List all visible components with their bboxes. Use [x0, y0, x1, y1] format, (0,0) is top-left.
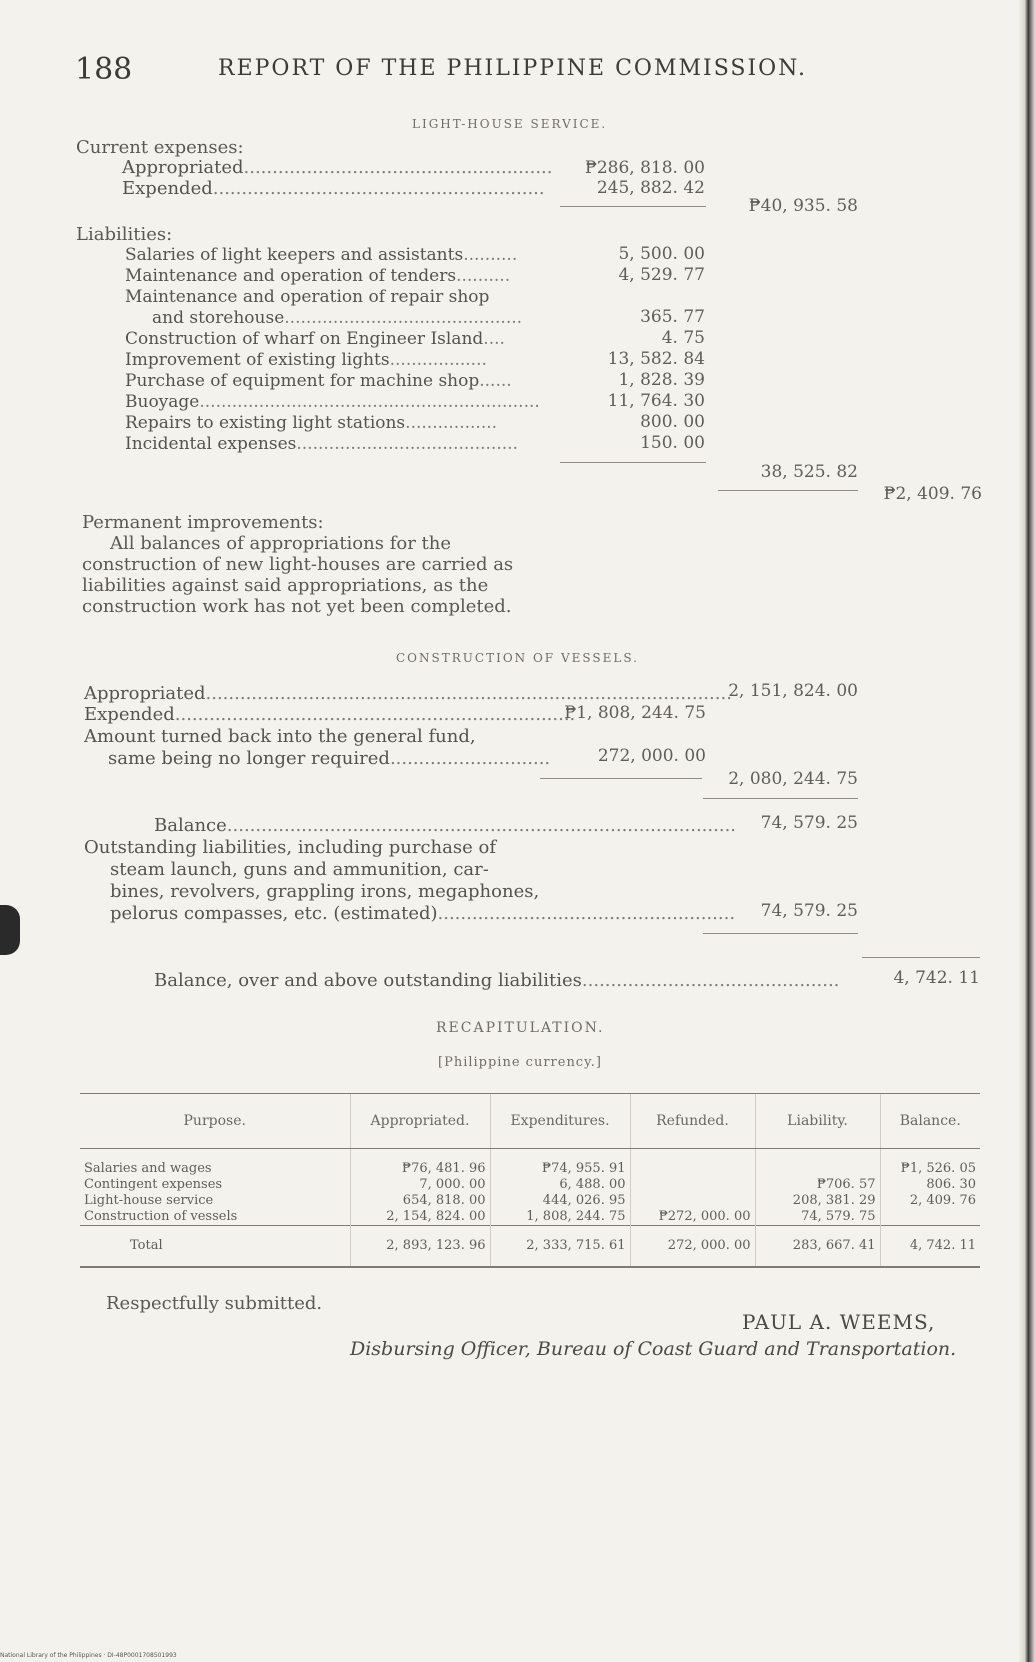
liability-label: Improvement of existing lights [125, 350, 390, 370]
liability-value: 150. 00 [640, 433, 705, 453]
table-cell [630, 1149, 755, 1178]
liability-value: 4. 75 [661, 328, 705, 348]
sum-rule [560, 462, 706, 463]
page-title: REPORT OF THE PHILIPPINE COMMISSION. [218, 56, 808, 81]
table-cell: 1, 808, 244. 75 [490, 1209, 630, 1226]
liability-row: Improvement of existing lights.................. [125, 350, 487, 370]
outstanding-line: pelorus compasses, etc. (estimated) [110, 903, 438, 924]
signer-name: PAUL A. WEEMS, [742, 1310, 936, 1334]
table-cell: 2, 333, 715. 61 [490, 1226, 630, 1268]
signer-title: Disbursing Officer, Bureau of Coast Guard and Transportation. [350, 1338, 957, 1360]
liability-row: Maintenance and operation of tenders.......... [125, 266, 511, 286]
table-cell: 74, 579. 75 [755, 1209, 880, 1226]
leader-dots: ...................................................... [243, 157, 553, 178]
liability-row: Incidental expenses......................................... [125, 434, 518, 454]
liability-label: Repairs to existing light stations [125, 413, 406, 433]
lh-expended-row [122, 178, 545, 199]
sum-rule [862, 957, 980, 958]
liability-row: Construction of wharf on Engineer Island.... [125, 329, 505, 349]
vessels-appropriated-label: Appropriated [84, 683, 206, 704]
table-row [80, 1177, 980, 1193]
table-cell [630, 1193, 755, 1209]
lh-current-balance: ₱40, 935. 58 [748, 196, 858, 216]
vessels-appropriated-value: 2, 151, 824. 00 [728, 681, 858, 701]
table-cell: 272, 000. 00 [630, 1226, 755, 1268]
recap-table [80, 1093, 980, 1268]
liability-row-label-1: Maintenance and operation of repair shop [125, 287, 490, 307]
lh-net-balance: ₱2, 409. 76 [883, 484, 982, 504]
table-cell: ₱76, 481. 96 [350, 1149, 490, 1178]
respectfully-submitted: Respectfully submitted. [106, 1293, 323, 1314]
leader-dots: ............................................. [581, 970, 840, 991]
col-refunded: Refunded. [630, 1094, 755, 1149]
liability-row: and storehouse............................................ [152, 308, 523, 328]
table-cell: Total [80, 1226, 350, 1268]
sum-rule [540, 778, 702, 779]
current-expenses-label: Current expenses: [76, 137, 244, 158]
page-edge [1018, 0, 1035, 1662]
table-cell: Light-house service [84, 1193, 214, 1208]
col-appropriated: Appropriated. [350, 1094, 490, 1149]
liability-value: 365. 77 [640, 307, 705, 327]
recap-subtitle: [Philippine currency.] [438, 1055, 602, 1070]
vessels-returned-label2: same being no longer required [108, 748, 390, 769]
table-cell: 6, 488. 00 [490, 1177, 630, 1193]
table-row [80, 1209, 980, 1226]
vessels-expended-row [84, 704, 576, 725]
vessels-expended-label: Expended [84, 704, 175, 725]
outstanding-row [110, 903, 736, 924]
vessels-balance-value: 74, 579. 25 [760, 813, 858, 833]
outstanding-line: Outstanding liabilities, including purchase of [84, 837, 496, 858]
page-number: 188 [75, 52, 133, 87]
final-balance-label: Balance, over and above outstanding liabilities [154, 970, 582, 991]
recap-title: RECAPITULATION. [436, 1020, 605, 1036]
final-balance-row [154, 970, 840, 991]
liability-value: 1, 828. 39 [618, 370, 705, 390]
liability-label: Buoyage [125, 392, 200, 412]
liability-row: Purchase of equipment for machine shop...... [125, 371, 512, 391]
table-row [80, 1149, 980, 1178]
liability-label: Salaries of light keepers and assistants [125, 245, 464, 265]
table-cell: Construction of vessels [84, 1209, 238, 1224]
sum-rule [718, 490, 858, 491]
table-header-row [80, 1094, 980, 1149]
liability-label: and storehouse [152, 308, 285, 328]
table-cell: 444, 026. 95 [490, 1193, 630, 1209]
vessels-balance-row [154, 815, 737, 836]
table-cell: ₱272, 000. 00 [630, 1209, 755, 1226]
col-balance: Balance. [880, 1094, 980, 1149]
liability-label: Incidental expenses [125, 434, 297, 454]
permanent-improvements-label: Permanent improvements: [82, 512, 324, 533]
liability-row: Salaries of light keepers and assistants.......... [125, 245, 518, 265]
leader-dots: ......................................................................................... [226, 815, 737, 836]
table-cell [630, 1177, 755, 1193]
table-row [80, 1193, 980, 1209]
liability-value: 13, 582. 84 [607, 349, 705, 369]
table-cell: 208, 381. 29 [755, 1193, 880, 1209]
lighthouse-section-title: LIGHT-HOUSE SERVICE. [412, 117, 608, 131]
sum-rule [560, 206, 706, 207]
table-cell: 806. 30 [880, 1177, 980, 1193]
sum-rule [703, 798, 858, 799]
lh-expended-value: 245, 882. 42 [596, 178, 705, 198]
leader-dots: ...................................................................... [174, 704, 576, 725]
liability-value: 11, 764. 30 [607, 391, 705, 411]
vessels-returned-label: Amount turned back into the general fund, [84, 726, 476, 747]
table-cell: ₱74, 955. 91 [490, 1149, 630, 1178]
table-cell: ₱706. 57 [755, 1177, 880, 1193]
col-purpose: Purpose. [80, 1094, 350, 1149]
table-cell: Contingent expenses [84, 1177, 223, 1192]
col-liability: Liability. [755, 1094, 880, 1149]
vessels-subtotal: 2, 080, 244. 75 [728, 769, 858, 789]
lh-appropriated-label: Appropriated [122, 157, 244, 178]
liabilities-total: 38, 525. 82 [760, 462, 858, 482]
table-cell: ₱1, 526. 05 [880, 1149, 980, 1178]
vessels-returned-value: 272, 000. 00 [597, 746, 706, 766]
table-cell: Salaries and wages [84, 1161, 212, 1176]
sum-rule [703, 933, 858, 934]
table-cell: 2, 893, 123. 96 [350, 1226, 490, 1268]
lh-appropriated-value: ₱286, 818. 00 [584, 158, 705, 178]
footer-stamp: National Library of the Philippines · DI-48P0001708501993 [0, 1652, 177, 1659]
col-expenditures: Expenditures. [490, 1094, 630, 1149]
table-cell: 2, 154, 824. 00 [350, 1209, 490, 1226]
leader-dots: .......................................................... [212, 178, 545, 199]
leader-dots: ............................ [389, 748, 551, 769]
vessels-expended-value: ₱1, 808, 244. 75 [564, 703, 706, 723]
vessels-returned-row [108, 748, 551, 769]
liabilities-label: Liabilities: [76, 224, 173, 245]
lh-expended-label: Expended [122, 178, 213, 199]
table-cell [880, 1209, 980, 1226]
final-balance-value: 4, 742. 11 [893, 968, 980, 988]
liability-label: Maintenance and operation of tenders [125, 266, 457, 286]
liability-value: 800. 00 [640, 412, 705, 432]
table-cell: 2, 409. 76 [880, 1193, 980, 1209]
binding-shadow [0, 905, 20, 955]
liability-label: Construction of wharf on Engineer Island [125, 329, 484, 349]
liability-label: Purchase of equipment for machine shop [125, 371, 480, 391]
table-cell: 283, 667. 41 [755, 1226, 880, 1268]
permanent-improvements-text: All balances of appropriations for the construction of new light-houses are carried as liabilities against said appropriations, as the construction work has not yet been completed. [82, 533, 514, 617]
liability-value: 5, 500. 00 [618, 244, 705, 264]
table-total-row [80, 1226, 980, 1268]
table-cell [755, 1149, 880, 1178]
outstanding-value: 74, 579. 25 [760, 901, 858, 921]
lh-appropriated-row [122, 157, 553, 178]
liability-row: Buoyage............................................................... [125, 392, 540, 412]
liability-value: 4, 529. 77 [618, 265, 705, 285]
leader-dots: ............................................................................................ [205, 683, 732, 704]
vessels-section-title: CONSTRUCTION OF VESSELS. [396, 651, 639, 665]
table-cell: 654, 818. 00 [350, 1193, 490, 1209]
table-cell: 4, 742. 11 [880, 1226, 980, 1268]
liability-row: Repairs to existing light stations................. [125, 413, 498, 433]
outstanding-line: bines, revolvers, grappling irons, megaphones, [110, 881, 540, 902]
vessels-appropriated-row [84, 683, 732, 704]
vessels-balance-label: Balance [154, 815, 227, 836]
table-cell: 7, 000. 00 [350, 1177, 490, 1193]
outstanding-line: steam launch, guns and ammunition, car- [110, 859, 489, 880]
leader-dots: .................................................... [437, 903, 736, 924]
